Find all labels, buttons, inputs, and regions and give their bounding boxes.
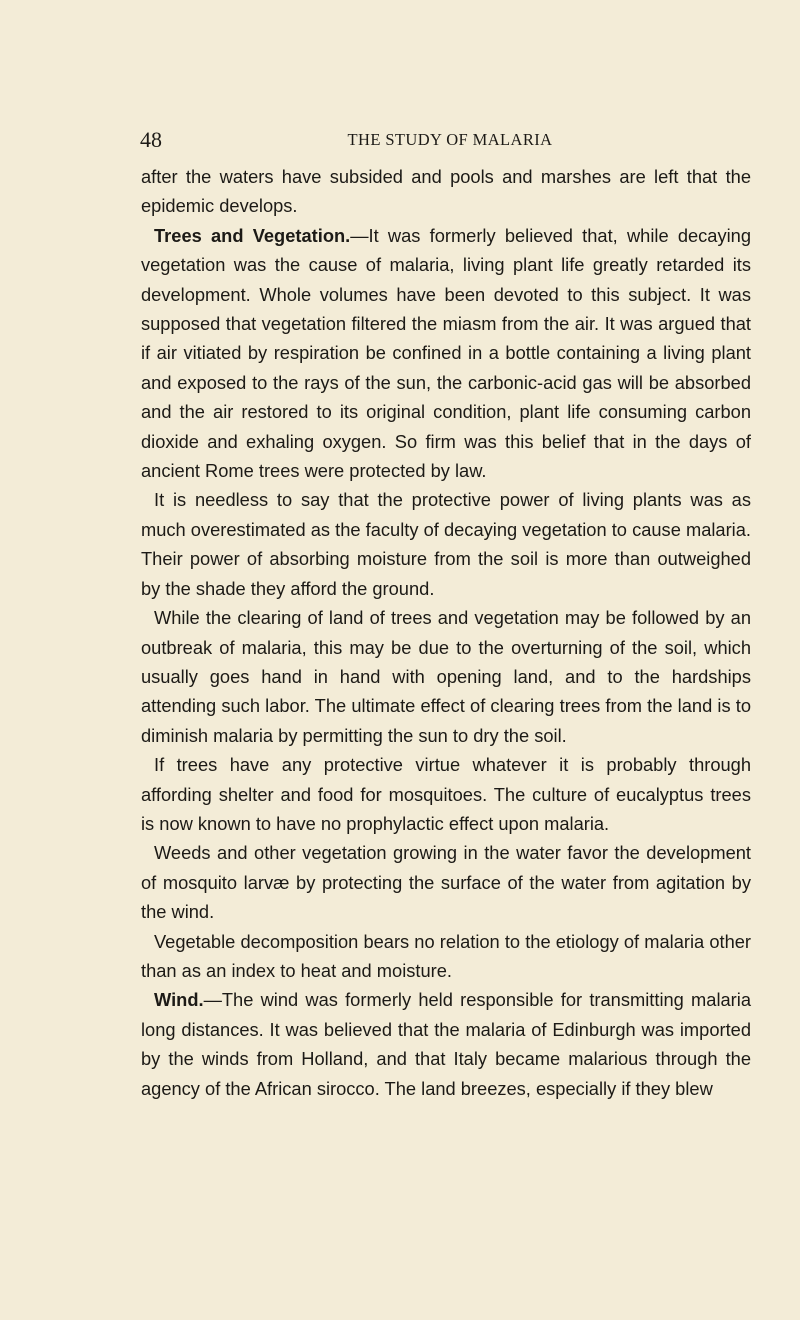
paragraph-vegetable-decomposition: [141, 927, 751, 986]
page-number: 48: [140, 127, 162, 152]
paragraph-clearing-land: [141, 603, 751, 750]
running-title: THE STUDY OF MALARIA: [347, 130, 553, 149]
paragraph-text: Weeds and other vegetation growing in the water favor the development of mosquito larvæ by protecting the surface of the water from agitation by the wind.: [141, 842, 751, 923]
paragraph-text: Vegetable decomposition bears no relation to the etiology of malaria other than as an index to heat and moisture.: [141, 930, 751, 981]
paragraph-eucalyptus: [141, 750, 751, 838]
paragraph-protective-power: [141, 485, 751, 603]
body-text: [141, 162, 751, 1103]
paragraph-text: If trees have any protective virtue whatever it is probably through affording shelter and food for mosquitoes. The culture of eucalyptus trees is now known to have no prophylactic effect upon malaria.: [141, 754, 751, 834]
paragraph-wind: [141, 985, 751, 1103]
paragraph-text: —It was formerly believed that, while decaying vegetation was the cause of malaria, living plant life greatly retarded its development. Whole volumes have been devoted to this subject. It was supposed that vegetation filtered the miasm from the air. It was argued that if air vitiated by respiration be confined in a bottle containing a living plant and exposed to the rays of the sun, the carbonic-acid gas will be absorbed and the air restored to its original condition, plant life consuming carbon dioxide and exhaling oxygen. So firm was this belief that in the days of ancient Rome trees were protected by law.: [141, 224, 752, 482]
paragraph-text: It is needless to say that the protective power of living plants was as much overestimated as the faculty of decaying vegetation to cause malaria. Their power of absorbing moisture from the soil is more than outweighed by the shade they afford the ground.: [141, 489, 751, 599]
running-head: [140, 126, 760, 154]
paragraph-continuation: [141, 162, 751, 221]
paragraph-trees-and-vegetation: [141, 221, 751, 486]
paragraph-text: after the waters have subsided and pools and marshes are left that the epidemic develops.: [141, 166, 751, 217]
section-heading-trees-and-vegetation: Trees and Vegetation.: [154, 224, 351, 246]
paragraph-text: While the clearing of land of trees and vegetation may be followed by an outbreak of malaria, this may be due to the overturning of the soil, which usually goes hand in hand with opening land, and to the hardships attending such labor. The ultimate effect of clearing trees from the land is to diminish malaria by permitting the sun to dry the soil.: [141, 607, 751, 746]
section-heading-wind: Wind.: [154, 989, 204, 1011]
paragraph-weeds: [141, 838, 751, 926]
paragraph-text: —The wind was formerly held responsible for transmitting malaria long distances. It was believed that the malaria of Edinburgh was imported by the winds from Holland, and that Italy became malarious through the agency of the African sirocco. The land breezes, especially if they blew: [141, 989, 751, 1099]
